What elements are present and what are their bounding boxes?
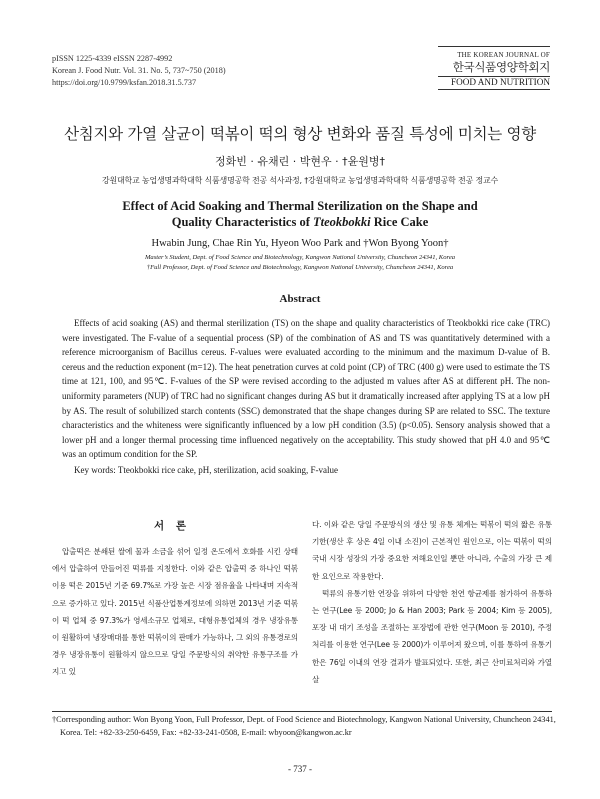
affiliation-en <box>0 253 600 273</box>
left-col-paragraph: 압출떡은 분쇄된 쌀에 물과 소금을 섞어 일정 온도에서 호화를 시킨 상태에서 압출하여 만들어진 떡류를 지칭한다. 이와 같은 압출떡 중 하나인 떡볶이용 떡은 2015년 기준 69.7%로 가장 높은 시장 점유율을 나타내며 지속적으로 증가하고 있다. 2015년 식품산업통계정보에 의하면 2013년 기준 떡볶이 떡 업체 중 97.3%가 영세소규모 업체로, 대형유통업체의 경우 냉장유통이 원활하여 냉장매대를 통한 떡볶이의 판매가 가능하나, 그 외의 유통경로의 경우 냉장유통이 원활하지 않으므로 당일 주문방식의 취약한 유통구조를 가지고 있 <box>52 547 298 677</box>
page-number: - 737 - <box>288 764 312 774</box>
title-en-line2-post: Rice Cake <box>370 215 429 229</box>
left-column <box>52 543 298 681</box>
paper-title-en <box>0 198 600 230</box>
right-col-paragraph-2: 떡류의 유통기한 연장을 위하여 다양한 천연 항균제를 첨가하여 유통하는 연구(Lee 등 2000; Jo & Han 2003; Park 등 2004; Kim 등 2005), 포장 내 대기 조성을 조절하는 포장법에 관한 연구(Moon 등 2010), 주정처리를 이용한 연구(Lee 등 2000)가 이루어져 왔으며, 이를 통하여 유통기한은 76일 이내의 연장 결과가 발표되었다. 또한, 최근 산미료처리와 가열 살 <box>312 588 552 684</box>
right-col-paragraph-1: 다. 이와 같은 당일 주문방식의 생산 및 유통 체계는 떡볶이 떡의 짧은 유통기한(생산 후 상온 4일 이내 소진)이 근본적인 원인으로, 이는 떡볶이 떡의 국내 시장 성장의 가장 중요한 저해요인일 뿐만 아니라, 수출의 가장 큰 제한 요인으로 작용한다. <box>312 520 552 581</box>
section-heading-intro: 서 론 <box>154 520 190 532</box>
masthead-rule-top <box>438 46 550 47</box>
footnote-rule <box>52 711 552 712</box>
journal-name-ko: 한국식품영양학회지 <box>452 60 550 74</box>
title-en-line2-pre: Quality Characteristics of <box>171 215 314 229</box>
affiliation-ko: 강원대학교 농업생명과학대학 식품생명공학 전공 석사과정, †강원대학교 농업생명과학대학 식품생명공학 전공 정교수 <box>101 176 499 185</box>
journal-name-en-bottom: FOOD AND NUTRITION <box>450 77 550 87</box>
issn-line: pISSN 1225-4339 eISSN 2287-4992 <box>52 54 173 63</box>
corresponding-author-footnote: †Corresponding author: Won Byong Yoon, Full Professor, Dept. of Food Science and Biotechnology, Kangwon National University, Chuncheon 24341, Korea. Tel: +82-33-250-6459, Fax: +82-33-241-0508, E-mail: wbyoon@kangwon.ac.kr <box>52 715 556 737</box>
authors-ko: 정화빈 · 유채린 · 박현우 · †윤원병† <box>215 155 385 168</box>
masthead-rule-bottom <box>438 89 550 90</box>
keywords: Key words: Tteokbokki rice cake, pH, sterilization, acid soaking, F-value <box>74 465 339 475</box>
abstract-text: Effects of acid soaking (AS) and thermal sterilization (TS) on the shape and quality characteristics of Tteokbokki rice cake (TRC) were investigated. The F-value of a sequential process (SP) of the combination of AS and TS was quantitatively determined with a reference microorganism of Bacillus cereus. F-values were evaluated according to the minimum and the maximum D-value of B. cereus and the reduction exponent (m=12). The heat penetration curves at cold point (CP) of TRC (400 g) were used to estimate the TS time at 121, 100, and 95℃. F-values of the SP were revised according to the adjusted m values after AS at different pH. The non-uniformity parameters (NUP) of TRC had no significant changes during AS but it dramatically increased after applying TS at a low pH by AS. The result of solubilized starch contents (SSC) demonstrated that the shape changes during SP are related to SSC. The texture characteristics and the whiteness were significantly influenced by a low pH condition (3.5) (p<0.05). Sensory analysis showed that a lower pH and a longer thermal processing time influenced negatively on the acceptability. This study showed that pH 4.0 and 95℃ was an optimum condition for the SP. <box>62 318 550 460</box>
title-en-line2 <box>0 214 600 230</box>
authors-en: Hwabin Jung, Chae Rin Yu, Hyeon Woo Park and †Won Byong Yoon† <box>151 238 449 249</box>
right-column <box>312 516 552 688</box>
affiliation-en-1: Master’s Student, Dept. of Food Science and Biotechnology, Kangwon National University, Chuncheon 24341, Korea <box>144 254 456 261</box>
doi-link[interactable]: https://doi.org/10.9799/ksfan.2018.31.5.737 <box>52 78 197 87</box>
affiliation-en-2: †Full Professor, Dept. of Food Science and Biotechnology, Kangwon National University, Chuncheon 24341, Korea <box>146 264 454 271</box>
journal-masthead <box>438 46 550 90</box>
citation-block <box>52 53 226 89</box>
citation-line: Korean J. Food Nutr. Vol. 31. No. 5, 737~750 (2018) <box>52 66 226 75</box>
paper-title-ko: 산침지와 가열 살균이 떡볶이 떡의 형상 변화와 품질 특성에 미치는 영향 <box>64 125 536 143</box>
title-en-line1: Effect of Acid Soaking and Thermal Sterilization on the Shape and <box>122 199 478 213</box>
abstract-heading: Abstract <box>279 293 321 305</box>
journal-name-en-top: THE KOREAN JOURNAL OF <box>457 51 550 59</box>
title-en-italic: Tteokbokki <box>313 215 371 229</box>
